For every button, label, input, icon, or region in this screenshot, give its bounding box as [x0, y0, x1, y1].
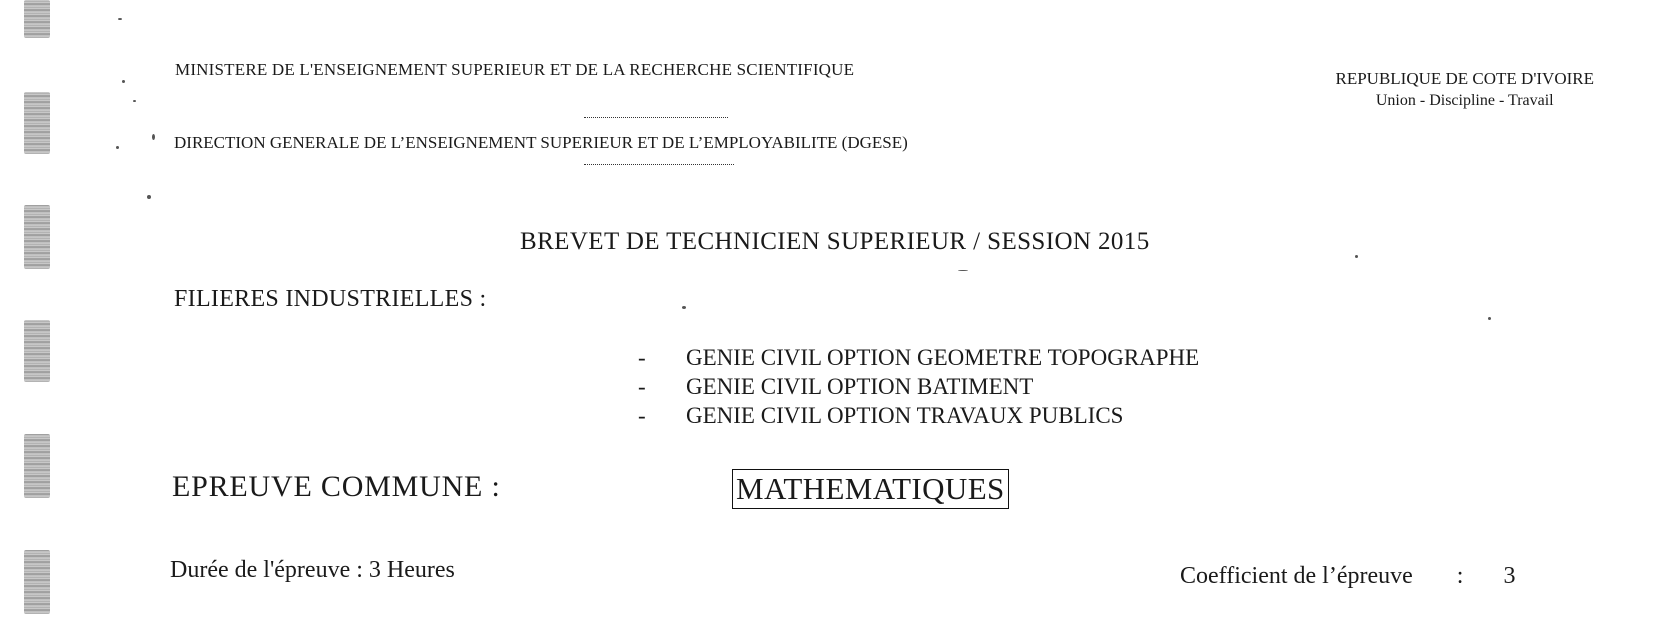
binder-mark [24, 434, 50, 498]
header-separator [584, 117, 728, 118]
exam-duration: Durée de l'épreuve : 3 Heures [170, 557, 455, 583]
scan-speck [682, 306, 686, 309]
epreuve-label: EPREUVE COMMUNE : [172, 470, 501, 503]
coefficient-label: Coefficient de l’épreuve [1180, 563, 1413, 589]
dash-bullet: - [638, 374, 646, 399]
scan-speck [118, 18, 122, 20]
national-motto: Union - Discipline - Travail [1375, 92, 1554, 109]
option-list [638, 343, 1199, 430]
direction-name: DIRECTION GENERALE DE L’ENSEIGNEMENT SUPERIEUR ET DE L’EMPLOYABILITE (DGESE) [174, 133, 908, 152]
exam-title: BREVET DE TECHNICIEN SUPERIEUR / SESSION 2015 [520, 228, 1150, 255]
binder-mark [24, 92, 50, 154]
scan-speck [116, 146, 119, 149]
republic-block [1335, 68, 1594, 112]
binder-mark [24, 320, 50, 382]
scan-speck [147, 195, 151, 199]
dash-bullet: - [638, 345, 646, 370]
filieres-label: FILIERES INDUSTRIELLES : [174, 286, 487, 312]
option-item [638, 343, 1199, 372]
scan-speck [122, 80, 125, 83]
ministry-name: MINISTERE DE L'ENSEIGNEMENT SUPERIEUR ET DE LA RECHERCHE SCIENTIFIQUE [175, 60, 855, 79]
option-label: GENIE CIVIL OPTION BATIMENT [686, 374, 1034, 399]
scan-speck [958, 270, 968, 271]
option-item [638, 401, 1199, 430]
coefficient-separator: : [1456, 563, 1464, 589]
scan-speck [1488, 317, 1491, 320]
binder-mark [24, 550, 50, 614]
option-item [638, 372, 1199, 401]
header-separator [584, 164, 734, 165]
option-label: GENIE CIVIL OPTION GEOMETRE TOPOGRAPHE [686, 345, 1200, 370]
binder-mark [24, 205, 50, 269]
dash-bullet: - [638, 403, 646, 428]
exam-coefficient [1180, 563, 1515, 590]
binder-mark [24, 0, 50, 38]
republic-name: REPUBLIQUE DE COTE D'IVOIRE [1335, 69, 1594, 88]
subject-box: MATHEMATIQUES [732, 469, 1009, 509]
scan-speck [152, 134, 155, 140]
coefficient-value: 3 [1503, 563, 1516, 589]
scan-speck [133, 100, 136, 102]
option-label: GENIE CIVIL OPTION TRAVAUX PUBLICS [686, 403, 1124, 428]
scan-speck [1355, 255, 1358, 258]
